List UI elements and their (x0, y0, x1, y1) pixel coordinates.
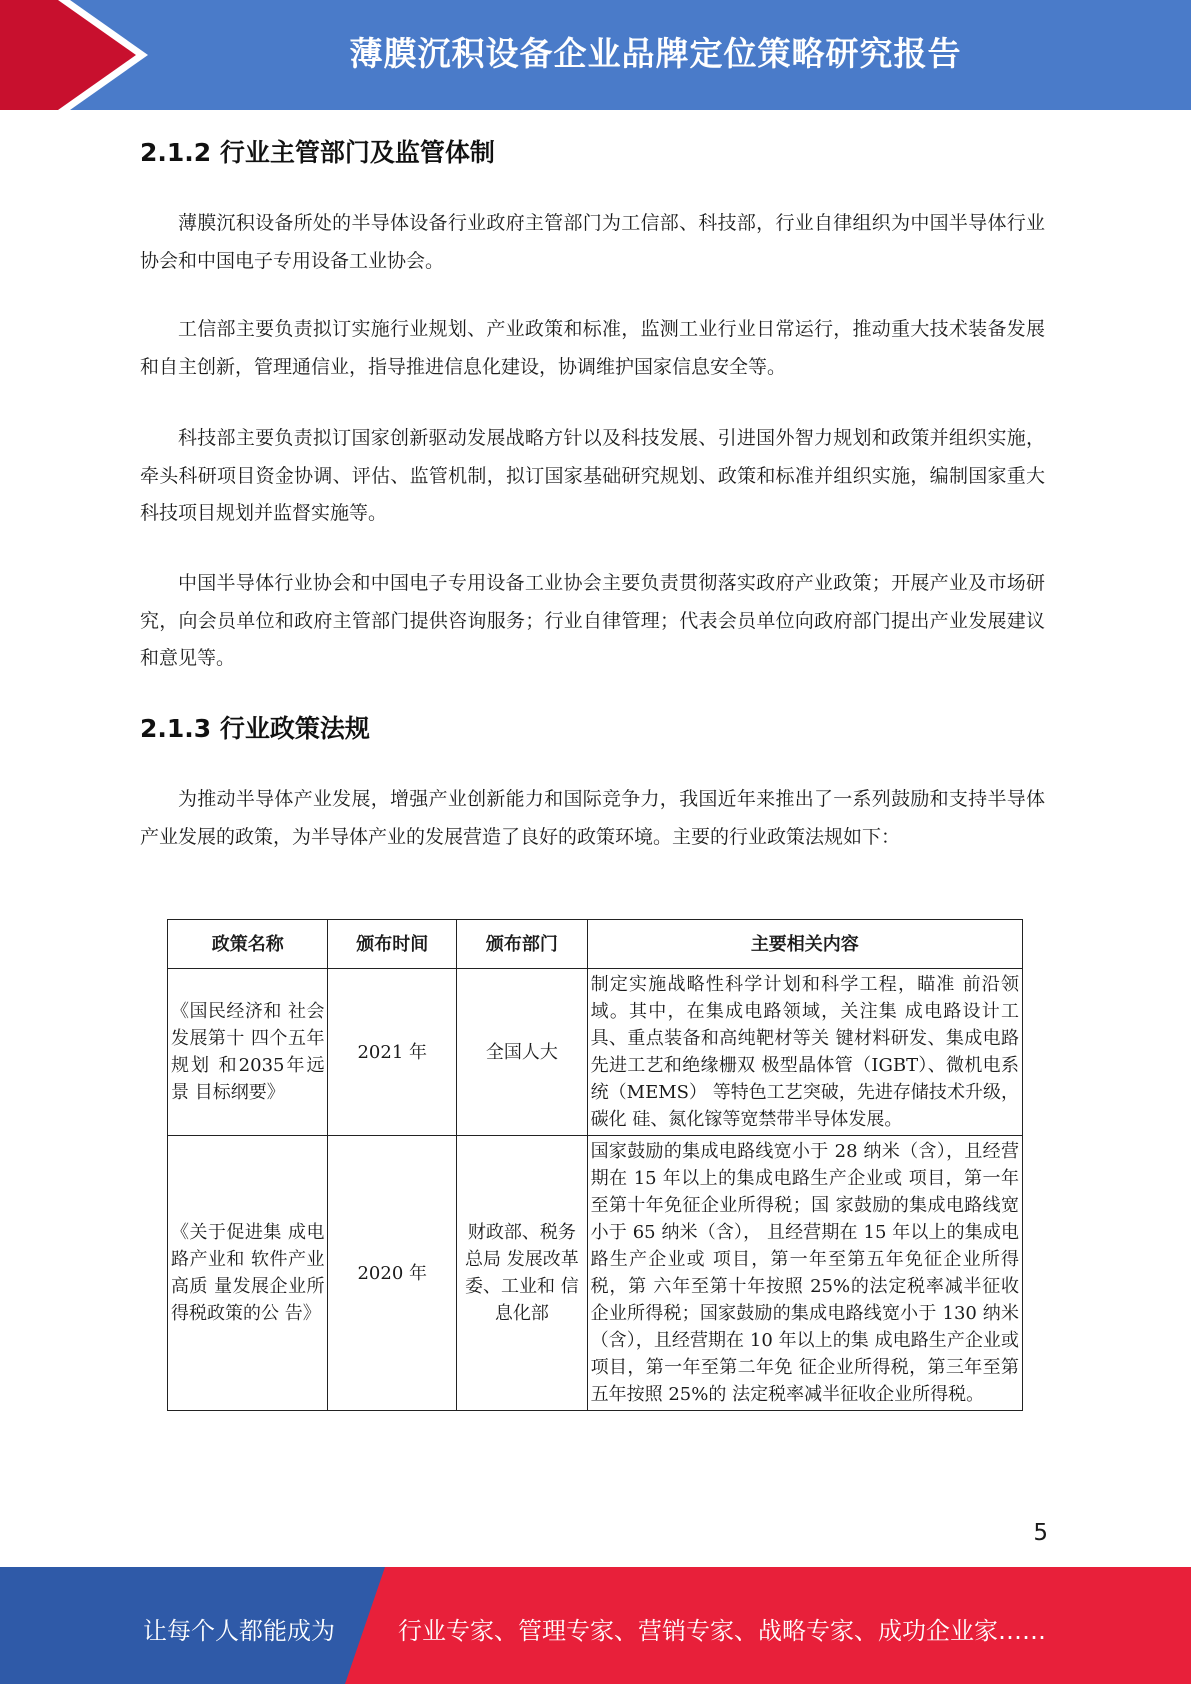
policy-content-cell: 国家鼓励的集成电路线宽小于 28 纳米（含），且经营期在 15 年以上的集成电路生产企业或 项目，第一年至第十年免征企业所得税；国 家鼓励的集成电路线宽小于 65 纳米（含）， 且经营期在 15 年以上的集成电路生产企业或 项目，第一年至第五年免征企业所得税，第 六年至第十年按照 25%的法定税率减半征收 企业所得税；国家鼓励的集成电路线宽小于 130 纳米（含），且经营期在 10 年以上的集 成电路生产企业或项目，第一年至第二年免 征企业所得税，第三年至第五年按照 25%的 法定税率减半征收企业所得税。 (587, 1136, 1022, 1411)
report-title: 薄膜沉积设备企业品牌定位策略研究报告 (349, 34, 962, 73)
column-header: 主要相关内容 (587, 920, 1022, 969)
paragraph: 工信部主要负责拟订实施行业规划、产业政策和标准，监测工业行业日常运行，推动重大技术装备发展和自主创新，管理通信业，指导推进信息化建设，协调维护国家信息安全等。 (140, 318, 1045, 378)
column-header: 政策名称 (168, 920, 328, 969)
page-number: 5 (1033, 1520, 1048, 1546)
table-header-row (168, 920, 1023, 969)
paragraph: 科技部主要负责拟订国家创新驱动发展战略方针以及科技发展、引进国外智力规划和政策并组织实施，牵头科研项目资金协调、评估、监管机制，拟订国家基础研究规划、政策和标准并组织实施，编制国家重大科技项目规划并监督实施等。 (140, 427, 1045, 524)
column-header: 颁布时间 (328, 920, 457, 969)
policy-content-cell: 制定实施战略性科学计划和科学工程，瞄准 前沿领域。其中，在集成电路领域，关注集 成电路设计工具、重点装备和高纯靶材等关 键材料研发、集成电路先进工艺和绝缘栅双 极型晶体管（IGBT）、微机电系统（MEMS） 等特色工艺突破，先进存储技术升级，碳化 硅、氮化镓等宽禁带半导体发展。 (587, 969, 1022, 1136)
page-footer (0, 1567, 1191, 1684)
table-row (168, 969, 1023, 1136)
footer-slogan-left: 让每个人都能成为 (143, 1617, 335, 1645)
policy-dept-cell: 全国人大 (457, 969, 588, 1136)
column-header: 颁布部门 (457, 920, 588, 969)
policy-date-cell: 2021 年 (328, 969, 457, 1136)
policy-name-cell: 《国民经济和 社会发展第十 四个五年规划 和2035年远景 目标纲要》 (168, 969, 328, 1136)
policy-date-cell: 2020 年 (328, 1136, 457, 1411)
table-row (168, 1136, 1023, 1411)
paragraph: 中国半导体行业协会和中国电子专用设备工业协会主要负责贯彻落实政府产业政策；开展产业及市场研究，向会员单位和政府主管部门提供咨询服务；行业自律管理；代表会员单位向政府部门提出产业发展建议和意见等。 (140, 572, 1045, 669)
paragraph: 薄膜沉积设备所处的半导体设备行业政府主管部门为工信部、科技部，行业自律组织为中国半导体行业协会和中国电子专用设备工业协会。 (140, 212, 1045, 272)
policy-name-cell: 《关于促进集 成电路产业和 软件产业高质 量发展企业所 得税政策的公 告》 (168, 1136, 328, 1411)
footer-slogan-right: 行业专家、管理专家、营销专家、战略专家、成功企业家…… (398, 1617, 1046, 1645)
policy-table (167, 919, 1023, 1411)
section-heading-213: 2.1.3 行业政策法规 (140, 714, 370, 743)
section-heading-212: 2.1.2 行业主管部门及监管体制 (140, 138, 495, 167)
paragraph: 为推动半导体产业发展，增强产业创新能力和国际竞争力，我国近年来推出了一系列鼓励和支持半导体产业发展的政策，为半导体产业的发展营造了良好的政策环境。主要的行业政策法规如下： (140, 788, 1045, 848)
policy-dept-cell: 财政部、税务总局 发展改革 委、工业和 信息化部 (457, 1136, 588, 1411)
